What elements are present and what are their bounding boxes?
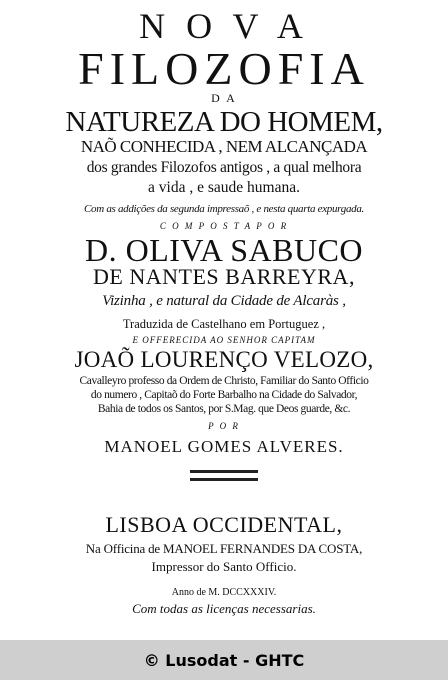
imprint-officina: Na Officina de MANOEL FERNANDES DA COSTA,	[85, 541, 363, 556]
subtitle-nao-conhecida: NAÕ CONHECIDA , NEM ALCANÇADA	[80, 137, 368, 156]
translation-note: Traduzida de Castelhano em Portuguez ,	[122, 317, 326, 331]
composta-por: C O M P O S T A P O R	[159, 221, 289, 231]
por-label: P O R	[208, 421, 240, 431]
subtitle-a-vida: a vida , e saude humana.	[148, 179, 300, 196]
imprint-licencas: Com todas as licenças necessarias.	[132, 601, 316, 616]
title-filozofia: FILOZOFIA	[78, 43, 370, 94]
ornamental-rule-top	[190, 470, 258, 473]
title-natureza: NATUREZA DO HOMEM,	[65, 106, 383, 138]
ornamental-rule-bottom	[190, 478, 258, 481]
imprint-city: LISBOA OCCIDENTAL,	[105, 512, 343, 537]
author-name: D. OLIVA SABUCO	[84, 232, 364, 268]
edition-note: Com as addições da segunda impressaõ , e nesta quarta expurgada.	[83, 203, 365, 215]
imprint-year: Anno de M. DCCXXXIV.	[171, 587, 277, 598]
author-origin: Vizinha , e natural da Cidade de Alcaràs ,	[102, 293, 346, 309]
copyright-bar	[0, 640, 448, 680]
dedicatee-title-2: do numero , Capitaõ do Forte Barbalho na Cidade do Salvador,	[90, 389, 358, 401]
dedicatee-title-3: Bahia de todos os Santos, por S.Mag. que Deos guarde, &c.	[97, 403, 351, 415]
printer-author-name: MANOEL GOMES ALVERES.	[104, 437, 344, 456]
dedicatee-name: JOAÕ LOURENÇO VELOZO,	[74, 347, 374, 372]
subtitle-dos-grandes: dos grandes Filozofos antigos , a qual melhora	[86, 159, 362, 176]
imprint-impressor: Impressor do Santo Officio.	[151, 559, 297, 574]
dedicatee-title-1: Cavalleyro professo da Ordem de Christo, Familiar do Santo Officio	[79, 375, 369, 387]
dedication-line: E OFFERECIDA AO SENHOR CAPITAM	[132, 335, 316, 345]
copyright-text: © Lusodat - GHTC	[143, 650, 305, 670]
title-da: D A	[211, 91, 237, 105]
author-surname: DE NANTES BARREYRA,	[93, 264, 355, 289]
title-nova: N O V A	[139, 6, 309, 46]
